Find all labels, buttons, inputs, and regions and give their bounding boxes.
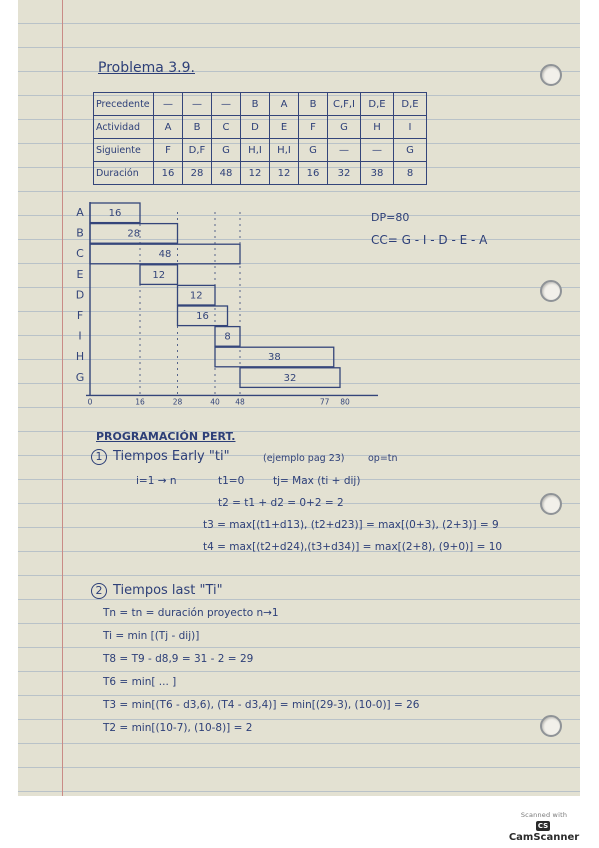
table-cell: B bbox=[241, 93, 270, 116]
section1-title: Tiempos Early "ti" bbox=[113, 449, 230, 464]
scanned-with-label: Scanned with bbox=[520, 811, 568, 819]
table-cell: F bbox=[299, 116, 328, 139]
table-cell: B bbox=[299, 93, 328, 116]
tick-label: 28 bbox=[172, 397, 183, 407]
tick-label: 0 bbox=[87, 397, 93, 407]
section2-line: T6 = min[ ... ] bbox=[103, 676, 177, 688]
notebook-page bbox=[18, 0, 580, 796]
table-cell: H,I bbox=[241, 139, 270, 162]
table-cell: D,E bbox=[361, 93, 394, 116]
table-cell: — bbox=[154, 93, 183, 116]
table-cell: 28 bbox=[183, 162, 212, 185]
camscanner-icon: CS bbox=[537, 822, 549, 830]
section1-number: 1 bbox=[91, 449, 107, 465]
row-label: C bbox=[76, 247, 84, 261]
bar-label: 38 bbox=[268, 352, 281, 364]
camscanner-logo bbox=[502, 811, 586, 843]
table-cell: 16 bbox=[154, 162, 183, 185]
section1-line: t1=0 bbox=[218, 475, 245, 487]
section2-title: Tiempos last "Ti" bbox=[113, 583, 223, 598]
section1-line: t4 = max[(t2+d24),(t3+d34)] = max[(2+8), (9+0)] = 10 bbox=[203, 541, 503, 553]
section2-line: T3 = min[(T6 - d3,6), (T4 - d3,4)] = min[(29-3), (10-0)] = 26 bbox=[103, 699, 420, 711]
section1-line: t3 = max[(t1+d13), (t2+d23)] = max[(0+3), (2+3)] = 9 bbox=[203, 519, 499, 531]
bar-label: 28 bbox=[127, 228, 141, 240]
table-cell: 16 bbox=[299, 162, 328, 185]
table-cell: D,E bbox=[394, 93, 427, 116]
bar-label: 12 bbox=[152, 269, 166, 281]
table-cell: G bbox=[212, 139, 241, 162]
row-label: I bbox=[78, 329, 82, 343]
table-cell: 12 bbox=[270, 162, 299, 185]
table-cell: C bbox=[212, 116, 241, 139]
table-cell: — bbox=[183, 93, 212, 116]
table-cell: G bbox=[394, 139, 427, 162]
table-cell: H bbox=[361, 116, 394, 139]
page-title: Problema 3.9. bbox=[98, 60, 195, 76]
table-cell: I bbox=[394, 116, 427, 139]
section2-line: Ti = min [(Tj - dij)] bbox=[103, 630, 200, 642]
binder-hole-icon bbox=[540, 715, 562, 737]
table-cell: 32 bbox=[328, 162, 361, 185]
table-cell: G bbox=[299, 139, 328, 162]
table-cell: E bbox=[270, 116, 299, 139]
section2-line: Tn = tn = duración proyecto n→1 bbox=[103, 607, 279, 619]
section1-op: op=tn bbox=[368, 453, 398, 464]
camscanner-brand: CamScanner bbox=[508, 832, 580, 843]
table-cell: D,F bbox=[183, 139, 212, 162]
bar-label: 8 bbox=[224, 331, 231, 343]
bar-label: 16 bbox=[108, 208, 122, 219]
row-label: G bbox=[75, 370, 85, 384]
tick-label: 77 bbox=[319, 397, 330, 407]
bar-label: 48 bbox=[158, 249, 172, 261]
table-cell: A bbox=[270, 93, 299, 116]
section2-line: T8 = T9 - d8,9 = 31 - 2 = 29 bbox=[103, 653, 254, 665]
row-header: Siguiente bbox=[94, 139, 154, 162]
table-cell: 38 bbox=[361, 162, 394, 185]
table-cell: — bbox=[361, 139, 394, 162]
table-cell: C,F,I bbox=[328, 93, 361, 116]
section1-ref: (ejemplo pag 23) bbox=[263, 453, 345, 464]
table-cell: D bbox=[241, 116, 270, 139]
section1-line: i=1 → n bbox=[136, 475, 177, 487]
table-cell: G bbox=[328, 116, 361, 139]
row-label: A bbox=[76, 206, 84, 219]
project-duration: DP=80 bbox=[371, 211, 410, 224]
critical-path: CC= G - I - D - E - A bbox=[371, 233, 488, 247]
tick-label: 80 bbox=[340, 397, 350, 407]
pert-heading: PROGRAMACIÓN PERT. bbox=[96, 430, 236, 443]
row-label: D bbox=[75, 288, 85, 302]
table-cell: — bbox=[328, 139, 361, 162]
tick-label: 16 bbox=[135, 397, 145, 407]
row-header: Duración bbox=[94, 162, 154, 185]
tick-label: 48 bbox=[235, 397, 245, 407]
table-cell: A bbox=[154, 116, 183, 139]
section1-line: tj= Max (ti + dij) bbox=[273, 475, 361, 487]
row-header: Actividad bbox=[94, 116, 154, 139]
table-cell: 8 bbox=[394, 162, 427, 185]
table-cell: F bbox=[154, 139, 183, 162]
binder-hole-icon bbox=[540, 493, 562, 515]
bar-label: 16 bbox=[196, 311, 209, 322]
row-label: H bbox=[75, 350, 85, 364]
table-cell: 12 bbox=[241, 162, 270, 185]
section2-number: 2 bbox=[91, 583, 107, 599]
table-cell: — bbox=[212, 93, 241, 116]
table-cell: B bbox=[183, 116, 212, 139]
gantt-chart bbox=[18, 0, 580, 420]
row-label: E bbox=[76, 267, 84, 281]
row-header: Precedente bbox=[94, 93, 154, 116]
bar-label: 12 bbox=[189, 290, 203, 302]
section2-line: T2 = min[(10-7), (10-8)] = 2 bbox=[103, 722, 253, 734]
row-label: F bbox=[76, 309, 84, 322]
tick-label: 40 bbox=[210, 397, 220, 407]
bar-label: 32 bbox=[283, 372, 297, 384]
section1-line: t2 = t1 + d2 = 0+2 = 2 bbox=[218, 497, 344, 509]
table-cell: 48 bbox=[212, 162, 241, 185]
row-label: B bbox=[76, 226, 84, 240]
table-cell: H,I bbox=[270, 139, 299, 162]
